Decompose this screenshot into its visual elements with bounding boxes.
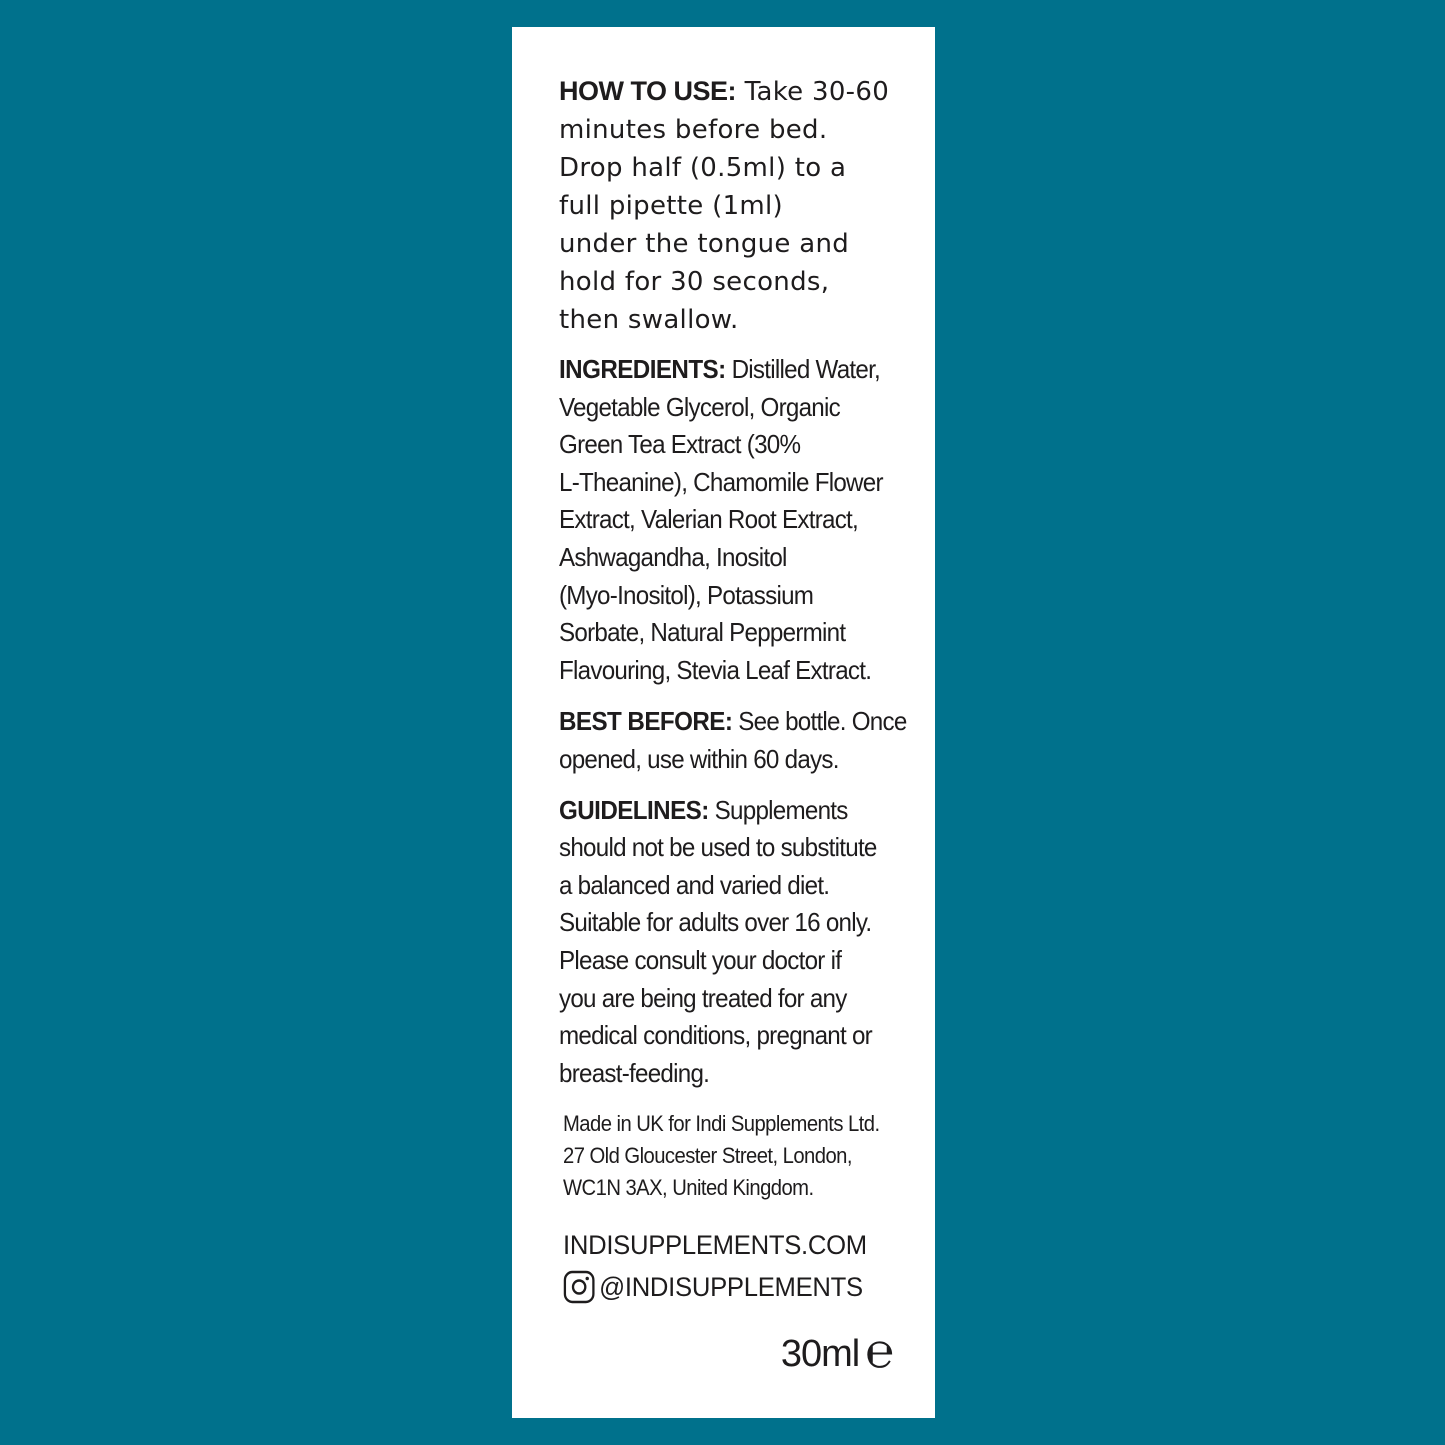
contact-block	[563, 1224, 911, 1308]
instagram-icon	[563, 1270, 595, 1304]
ingredients-section	[559, 351, 929, 689]
manufacturer-line: Made in UK for Indi Supplements Ltd.	[563, 1111, 880, 1137]
how-to-use-section	[559, 72, 929, 339]
manufacturer-address	[563, 1108, 885, 1204]
how-to-use-line: minutes before bed.	[559, 115, 828, 145]
guidelines-section	[559, 792, 929, 1093]
guidelines-line: should not be used to substitute	[559, 832, 877, 863]
volume-mark	[780, 1323, 893, 1379]
guidelines-line: you are being treated for any	[559, 982, 847, 1013]
ingredients-line: Extract, Valerian Root Extract,	[559, 504, 859, 535]
guidelines-heading: GUIDELINES:	[559, 794, 709, 825]
ingredients-line: L-Theanine), Chamomile Flower	[559, 466, 883, 497]
label-content	[559, 72, 929, 1308]
how-to-use-line: under the tongue and	[559, 229, 850, 259]
how-to-use-line: Take 30-60	[736, 77, 890, 107]
guidelines-line: Please consult your doctor if	[559, 944, 842, 975]
how-to-use-heading: HOW TO USE:	[559, 76, 737, 106]
ingredients-line: (Myo-Inositol), Potassium	[559, 579, 814, 610]
instagram-handle: @INDISUPPLEMENTS	[599, 1272, 863, 1303]
website-text: INDISUPPLEMENTS.COM	[563, 1230, 867, 1261]
best-before-section	[559, 703, 929, 778]
ingredients-line: Flavouring, Stevia Leaf Extract.	[559, 654, 872, 685]
guidelines-line: Supplements	[708, 794, 848, 825]
ingredients-line: Sorbate, Natural Peppermint	[559, 617, 846, 648]
best-before-line: See bottle. Once	[732, 706, 907, 737]
best-before-heading: BEST BEFORE:	[559, 706, 733, 737]
how-to-use-line: full pipette (1ml)	[559, 191, 784, 221]
ingredients-line: Ashwagandha, Inositol	[559, 541, 787, 572]
product-label	[512, 27, 935, 1418]
best-before-line: opened, use within 60 days.	[559, 743, 839, 774]
how-to-use-line: Drop half (0.5ml) to a	[559, 153, 847, 183]
manufacturer-line: 27 Old Gloucester Street, London,	[563, 1143, 852, 1169]
ingredients-line: Distilled Water,	[725, 354, 881, 384]
guidelines-line: Suitable for adults over 16 only.	[559, 907, 872, 938]
ingredients-line: Vegetable Glycerol, Organic	[559, 391, 840, 422]
how-to-use-line: then swallow.	[559, 305, 739, 335]
ingredients-heading: INGREDIENTS:	[559, 354, 726, 384]
ingredients-line: Green Tea Extract (30%	[559, 429, 801, 460]
volume-text: 30ml	[780, 1332, 860, 1375]
guidelines-line: a balanced and varied diet.	[559, 869, 830, 900]
guidelines-line: medical conditions, pregnant or	[559, 1020, 872, 1051]
guidelines-line: breast-feeding.	[559, 1057, 710, 1088]
estimated-sign-icon: ℮	[865, 1323, 893, 1379]
instagram-row	[563, 1266, 911, 1308]
manufacturer-line: WC1N 3AX, United Kingdom.	[563, 1175, 814, 1201]
how-to-use-line: hold for 30 seconds,	[559, 267, 830, 297]
